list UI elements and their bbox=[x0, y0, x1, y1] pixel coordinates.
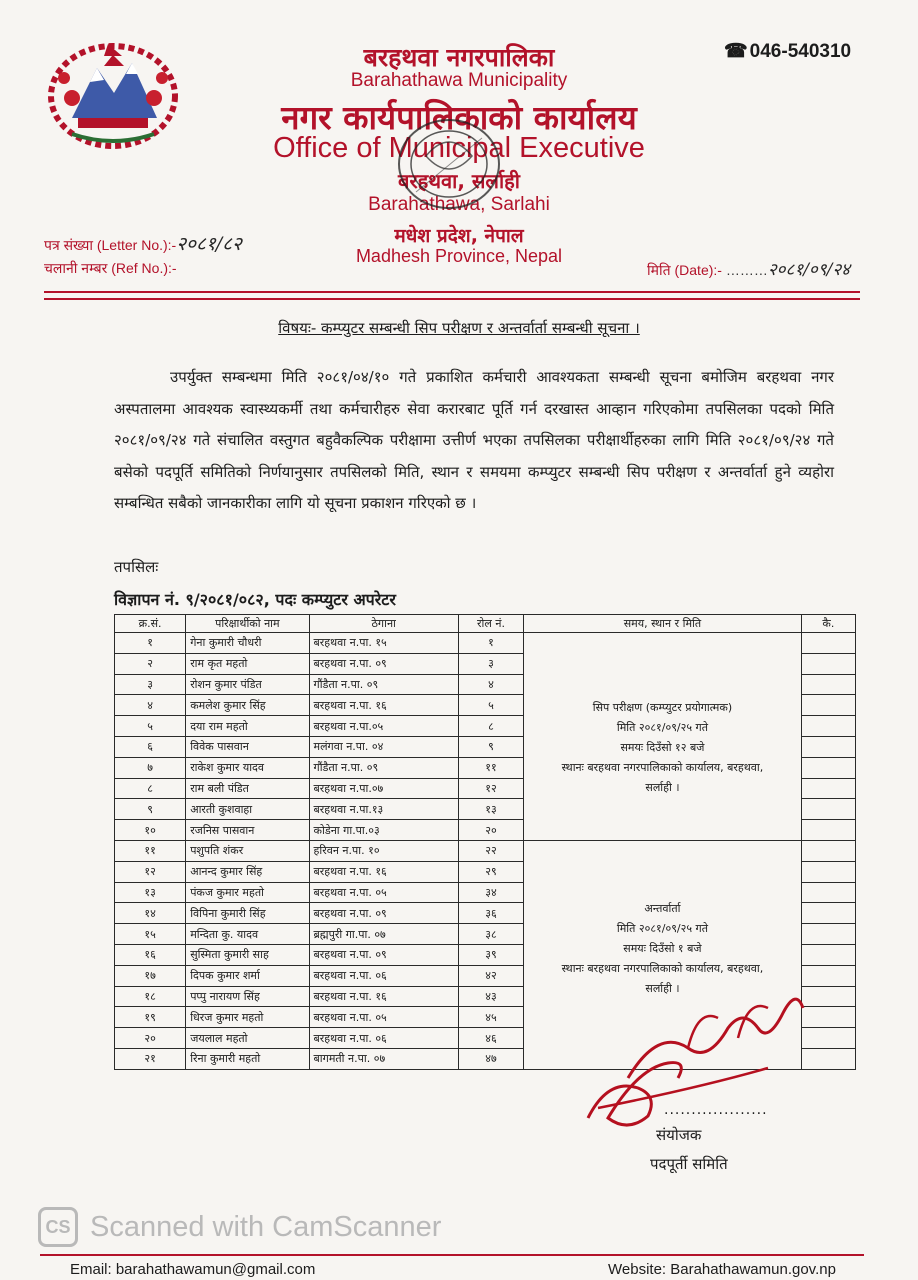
cell-address: ब्रह्मपुरी गा.पा. ०७ bbox=[309, 924, 458, 945]
cell-name: रिना कुमारी महतो bbox=[186, 1048, 309, 1069]
cell-name: जयलाल महतो bbox=[186, 1028, 309, 1049]
cell-name: सुस्मिता कुमारी साह bbox=[186, 944, 309, 965]
letter-date: मिति (Date):- ………२०८१/०९/२४ bbox=[647, 260, 851, 280]
signature-dots: ................... bbox=[664, 1102, 768, 1118]
letter-number-value: २०८१/८२ bbox=[176, 233, 242, 255]
cell-sn: ५ bbox=[115, 716, 186, 737]
footer-email: Email: barahathawamun@gmail.com bbox=[70, 1261, 316, 1278]
cell-sn: १ bbox=[115, 633, 186, 654]
cell-sn: ६ bbox=[115, 736, 186, 757]
cell-roll: ९ bbox=[458, 736, 523, 757]
cell-roll: ४५ bbox=[458, 1007, 523, 1028]
cell-sn: ९ bbox=[115, 799, 186, 820]
cell-remarks bbox=[801, 695, 855, 716]
cell-name: दिपक कुमार शर्मा bbox=[186, 965, 309, 986]
cell-name: धिरज कुमार महतो bbox=[186, 1007, 309, 1028]
interview-date: मिति २०८१/०९/२५ गते bbox=[616, 921, 709, 935]
cell-address: गौंडैता न.पा. ०९ bbox=[309, 757, 458, 778]
cell-remarks bbox=[801, 820, 855, 841]
tapsil-label: तपसिलः bbox=[114, 558, 159, 576]
cell-roll: ३८ bbox=[458, 924, 523, 945]
cell-roll: २२ bbox=[458, 840, 523, 861]
table-row bbox=[115, 633, 856, 654]
cell-address: बरहथवा न.पा.१३ bbox=[309, 799, 458, 820]
cell-name: दया राम महतो bbox=[186, 716, 309, 737]
cell-sn: १२ bbox=[115, 861, 186, 882]
skill-test-place: स्थानः बरहथवा नगरपालिकाको कार्यालय, बरहथवा, bbox=[561, 761, 764, 774]
cell-address: बरहथवा न.पा.०५ bbox=[309, 716, 458, 737]
cell-address: मलंगवा न.पा. ०४ bbox=[309, 736, 458, 757]
header-divider-bottom bbox=[44, 298, 860, 300]
address-np: बरहथवा, सर्लाही bbox=[398, 169, 520, 193]
subject-text: विषयः- कम्प्युटर सम्बन्धी सिप परीक्षण र अन्तर्वार्ता सम्बन्धी सूचना । bbox=[278, 319, 640, 337]
cell-name: राम बली पंडित bbox=[186, 778, 309, 799]
address-en: Barahathawa, Sarlahi bbox=[368, 194, 550, 215]
cell-address: हरिवन न.पा. १० bbox=[309, 840, 458, 861]
cell-sn: १७ bbox=[115, 965, 186, 986]
cell-sn: १५ bbox=[115, 924, 186, 945]
cell-name: मन्दिता कु. यादव bbox=[186, 924, 309, 945]
date-value: २०८१/०९/२४ bbox=[767, 260, 851, 280]
cell-address: कोडेना गा.पा.०३ bbox=[309, 820, 458, 841]
cell-remarks bbox=[801, 799, 855, 820]
footer-divider bbox=[40, 1254, 864, 1256]
header-remarks: कै. bbox=[801, 615, 855, 633]
cell-address: बरहथवा न.पा. ०५ bbox=[309, 882, 458, 903]
skill-test-time: समयः दिउँसो १२ बजे bbox=[620, 741, 705, 754]
cell-remarks bbox=[801, 840, 855, 861]
cell-roll: ८ bbox=[458, 716, 523, 737]
office-seal-icon bbox=[386, 108, 512, 220]
cell-roll: ४ bbox=[458, 674, 523, 695]
cell-name: रजनिस पासवान bbox=[186, 820, 309, 841]
cell-address: गौंडैता न.पा. ०९ bbox=[309, 674, 458, 695]
cell-name: राकेश कुमार यादव bbox=[186, 757, 309, 778]
cell-roll: ३६ bbox=[458, 903, 523, 924]
cell-roll: ४२ bbox=[458, 965, 523, 986]
cell-roll: १ bbox=[458, 633, 523, 654]
letter-number bbox=[44, 230, 242, 256]
skill-test-details bbox=[528, 633, 797, 798]
cell-remarks bbox=[801, 778, 855, 799]
cell-name: पशुपति शंकर bbox=[186, 840, 309, 861]
cell-sn: १० bbox=[115, 820, 186, 841]
cell-roll: ११ bbox=[458, 757, 523, 778]
header-schedule: समय, स्थान र मिति bbox=[524, 615, 802, 633]
cell-remarks bbox=[801, 903, 855, 924]
cell-sn: १९ bbox=[115, 1007, 186, 1028]
cell-name: राम कृत महतो bbox=[186, 653, 309, 674]
cell-address: बरहथवा न.पा. ०९ bbox=[309, 944, 458, 965]
cell-name: विवेक पासवान bbox=[186, 736, 309, 757]
advertisement-line: विज्ञापन नं. ९/२०८१/०८२, पदः कम्प्युटर अपरेटर bbox=[114, 590, 396, 609]
cell-remarks bbox=[801, 861, 855, 882]
cell-roll: ३४ bbox=[458, 882, 523, 903]
cell-remarks bbox=[801, 716, 855, 737]
skill-test-district: सर्लाही । bbox=[645, 781, 680, 794]
interview-place: स्थानः बरहथवा नगरपालिकाको कार्यालय, बरहथवा, bbox=[561, 961, 764, 975]
office-name-en: Office of Municipal Executive bbox=[273, 132, 645, 164]
cell-name: पंकज कुमार महतो bbox=[186, 882, 309, 903]
cell-remarks bbox=[801, 633, 855, 654]
cell-address: बरहथवा न.पा.०७ bbox=[309, 778, 458, 799]
cell-roll: ३ bbox=[458, 653, 523, 674]
header-sn: क्र.सं. bbox=[115, 615, 186, 633]
cell-name: पप्पु नारायण सिंह bbox=[186, 986, 309, 1007]
camscanner-text: Scanned with CamScanner bbox=[90, 1210, 442, 1243]
coordinator-title: संयोजक bbox=[656, 1126, 702, 1144]
cell-sn: ८ bbox=[115, 778, 186, 799]
header-name: परिक्षार्थीको नाम bbox=[186, 615, 309, 633]
telephone-icon: ☎ bbox=[724, 41, 748, 62]
header-divider-top bbox=[44, 291, 860, 293]
cell-roll: ४६ bbox=[458, 1028, 523, 1049]
cell-address: बरहथवा न.पा. १५ bbox=[309, 633, 458, 654]
cell-roll: ५ bbox=[458, 695, 523, 716]
camscanner-logo-icon: CS bbox=[38, 1207, 78, 1247]
committee-name: पदपूर्ती समिति bbox=[650, 1155, 728, 1173]
cell-name: कमलेश कुमार सिंह bbox=[186, 695, 309, 716]
cell-roll: २० bbox=[458, 820, 523, 841]
cell-sn: १८ bbox=[115, 986, 186, 1007]
subject-line bbox=[0, 318, 918, 338]
municipality-name-en: Barahathawa Municipality bbox=[350, 70, 568, 91]
cell-address: बरहथवा न.पा. ०९ bbox=[309, 903, 458, 924]
cell-name: आरती कुशवाहा bbox=[186, 799, 309, 820]
cell-sn: ११ bbox=[115, 840, 186, 861]
cell-address: बरहथवा न.पा. ०५ bbox=[309, 1007, 458, 1028]
cell-remarks bbox=[801, 653, 855, 674]
letter-number-label: पत्र संख्या (Letter No.):- bbox=[44, 237, 177, 253]
cell-name: विपिना कुमारी सिंह bbox=[186, 903, 309, 924]
cell-sn: १४ bbox=[115, 903, 186, 924]
skill-test-title: सिप परीक्षण (कम्प्युटर प्रयोगात्मक) bbox=[592, 701, 733, 714]
body-paragraph: उपर्युक्त सम्बन्धमा मिति २०८१/०४/१० गते प्रकाशित कर्मचारी आवश्यकता सम्बन्धी सूचना बमोजिम बरहथवा नगर अस्पतालमा आवश्यक स्वास्थ्यकर्मी तथा कर्मचारीहरु सेवा करारबाट पूर्ति गर्न दरखास्त आव्हान गरिएकोमा तपसिलका पदको मिति २०८१/०९/२४ गते संचालित वस्तुगत बहुवैकल्पिक परीक्षामा उत्तीर्ण भएका तपसिलका परीक्षार्थीहरुका लागि मिति २०८१/०९/२४ गते बसेको पदपूर्ति समितिको निर्णयानुसार तपसिलको मिति, स्थान र समयमा कम्प्युटर सम्बन्धी सिप परीक्षण र अन्तर्वार्ता हुने व्यहोरा सम्बन्धित सबैको जानकारीका लागि यो सूचना प्रकाशन गरिएको छ । bbox=[114, 368, 834, 512]
cell-name: गेना कुमारी चौधरी bbox=[186, 633, 309, 654]
header-roll: रोल नं. bbox=[458, 615, 523, 633]
cell-name: रोशन कुमार पंडित bbox=[186, 674, 309, 695]
date-label: मिति (Date):- bbox=[647, 262, 722, 278]
cell-sn: ४ bbox=[115, 695, 186, 716]
header-address: ठेगाना bbox=[309, 615, 458, 633]
cell-roll: २९ bbox=[458, 861, 523, 882]
cell-roll: १२ bbox=[458, 778, 523, 799]
table-header-row bbox=[115, 615, 856, 633]
interview-title: अन्तर्वार्ता bbox=[644, 901, 681, 915]
province-np: मधेश प्रदेश, नेपाल bbox=[394, 225, 524, 247]
cell-roll: १३ bbox=[458, 799, 523, 820]
cell-address: बागमती न.पा. ०७ bbox=[309, 1048, 458, 1069]
camscanner-watermark bbox=[38, 1207, 441, 1247]
skill-test-date: मिति २०८१/०९/२५ गते bbox=[616, 721, 709, 734]
cell-roll: ३९ bbox=[458, 944, 523, 965]
cell-name: आनन्द कुमार सिंह bbox=[186, 861, 309, 882]
municipality-name-np: बरहथवा नगरपालिका bbox=[363, 43, 555, 72]
cell-remarks bbox=[801, 736, 855, 757]
footer-website: Website: Barahathawamun.gov.np bbox=[608, 1261, 836, 1278]
cell-sn: २ bbox=[115, 653, 186, 674]
interview-time: समयः दिउँसो १ बजे bbox=[623, 941, 702, 955]
cell-remarks bbox=[801, 674, 855, 695]
cell-roll: ४३ bbox=[458, 986, 523, 1007]
interview-district: सर्लाही । bbox=[645, 981, 680, 995]
cell-sn: १३ bbox=[115, 882, 186, 903]
cell-remarks bbox=[801, 882, 855, 903]
phone-text: 046-540310 bbox=[749, 41, 852, 62]
cell-remarks bbox=[801, 924, 855, 945]
skill-test-schedule bbox=[524, 633, 802, 841]
cell-roll: ४७ bbox=[458, 1048, 523, 1069]
cell-remarks bbox=[801, 757, 855, 778]
cell-address: बरहथवा न.पा. ०९ bbox=[309, 653, 458, 674]
table-row bbox=[115, 840, 856, 861]
cell-address: बरहथवा न.पा. ०६ bbox=[309, 965, 458, 986]
cell-remarks bbox=[801, 944, 855, 965]
cell-address: बरहथवा न.पा. १६ bbox=[309, 986, 458, 1007]
cell-sn: ३ bbox=[115, 674, 186, 695]
cell-address: बरहथवा न.पा. ०६ bbox=[309, 1028, 458, 1049]
cell-address: बरहथवा न.पा. १६ bbox=[309, 695, 458, 716]
cell-address: बरहथवा न.पा. १६ bbox=[309, 861, 458, 882]
office-name-np: नगर कार्यपालिकाको कार्यालय bbox=[281, 98, 637, 137]
province-en: Madhesh Province, Nepal bbox=[355, 246, 563, 266]
cell-sn: २० bbox=[115, 1028, 186, 1049]
ref-number: चलानी नम्बर (Ref No.):- bbox=[44, 260, 177, 276]
cell-sn: १६ bbox=[115, 944, 186, 965]
cell-sn: २१ bbox=[115, 1048, 186, 1069]
cell-sn: ७ bbox=[115, 757, 186, 778]
